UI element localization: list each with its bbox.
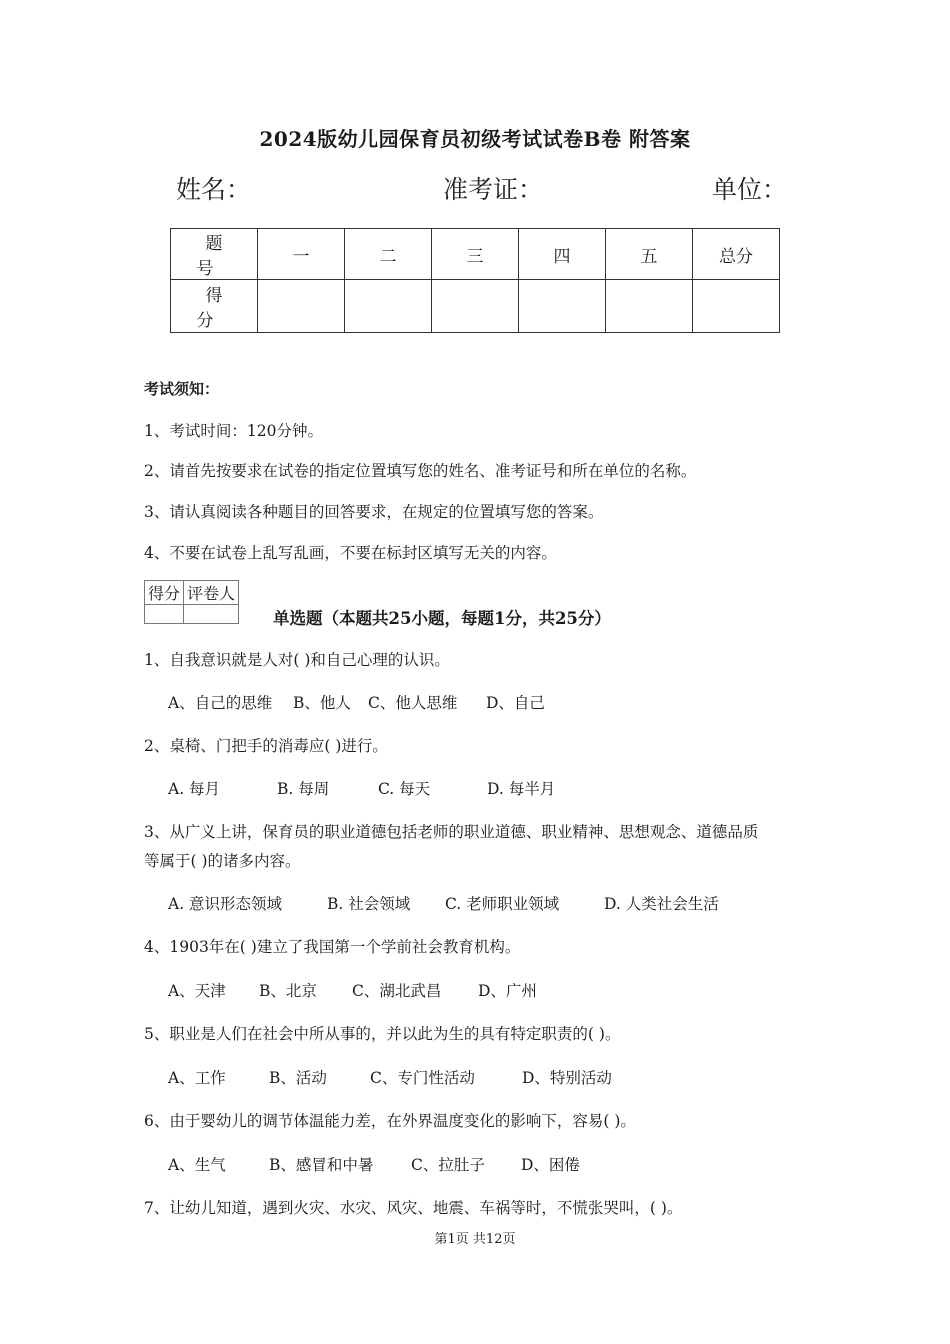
question-options (168, 892, 719, 914)
option[interactable]: B、感冒和中暑 (269, 1156, 374, 1174)
page-footer: 第1页 共12页 (434, 1232, 516, 1247)
score-entry-cell[interactable] (606, 280, 693, 333)
option[interactable]: B、活动 (269, 1069, 327, 1087)
question-text: 2、桌椅、门把手的消毒应( )进行。 (144, 737, 388, 755)
section-title: 单选题（本题共25小题，每题1分，共25分） (273, 609, 611, 628)
option[interactable]: A、生气 (168, 1156, 226, 1174)
grader-score-label: 得分 (145, 581, 184, 605)
grader-reviewer-label: 评卷人 (184, 581, 239, 605)
name-field-label: 姓名： (176, 175, 252, 204)
option[interactable]: C. 每天 (378, 780, 431, 798)
score-table-cell: 三 (432, 229, 519, 280)
score-entry-cell[interactable] (432, 280, 519, 333)
question-options (168, 1066, 612, 1088)
question-options (168, 1153, 580, 1175)
score-table-cell: 五 (606, 229, 693, 280)
option[interactable]: A、天津 (168, 982, 226, 1000)
option[interactable]: D、困倦 (521, 1156, 580, 1174)
notice-item: 2、请首先按要求在试卷的指定位置填写您的姓名、准考证号和所在单位的名称。 (144, 462, 697, 480)
score-table-cell: 二 (345, 229, 432, 280)
option[interactable]: A. 意识形态领域 (168, 895, 283, 913)
question-text: 6、由于婴幼儿的调节体温能力差，在外界温度变化的影响下，容易( )。 (144, 1112, 636, 1130)
option[interactable]: B、北京 (259, 982, 317, 1000)
option[interactable]: D、特别活动 (522, 1069, 612, 1087)
option[interactable]: D. 每半月 (487, 780, 556, 798)
question-text: 3、从广义上讲，保育员的职业道德包括老师的职业道德、职业精神、思想观念、道德品质 (144, 823, 759, 841)
option[interactable]: D、广州 (478, 982, 537, 1000)
score-table-cell: 题 号 (171, 229, 258, 280)
score-table-cell: 总分 (693, 229, 780, 280)
grader-box (144, 580, 239, 624)
option[interactable]: C、专门性活动 (370, 1069, 475, 1087)
option[interactable]: B、他人 (293, 694, 351, 712)
score-entry-cell[interactable] (519, 280, 606, 333)
score-table-cell: 一 (258, 229, 345, 280)
score-entry-cell[interactable] (693, 280, 780, 333)
question-text: 5、职业是人们在社会中所从事的，并以此为生的具有特定职责的( )。 (144, 1025, 621, 1043)
question-text: 7、让幼儿知道，遇到火灾、水灾、风灾、地震、车祸等时，不慌张哭叫，( )。 (144, 1199, 683, 1217)
score-table-cell: 得 分 (171, 280, 258, 333)
option[interactable]: C、湖北武昌 (352, 982, 442, 1000)
notice-item: 1、考试时间：120分钟。 (144, 422, 323, 440)
page-title: 2024版幼儿园保育员初级考试试卷B卷 附答案 (259, 127, 691, 151)
score-table-header-row (171, 229, 780, 280)
notice-heading: 考试须知： (144, 380, 220, 398)
option[interactable]: A. 每月 (168, 780, 221, 798)
question-options (168, 691, 545, 713)
option[interactable]: C、拉肚子 (411, 1156, 485, 1174)
notice-item: 4、不要在试卷上乱写乱画，不要在标封区填写无关的内容。 (144, 544, 557, 562)
option[interactable]: B. 每周 (277, 780, 330, 798)
grader-score-entry[interactable] (145, 605, 184, 624)
grader-reviewer-entry[interactable] (184, 605, 239, 624)
option[interactable]: B. 社会领域 (327, 895, 411, 913)
option[interactable]: C. 老师职业领域 (445, 895, 560, 913)
option[interactable]: A、自己的思维 (168, 694, 273, 712)
score-table (170, 228, 780, 333)
option[interactable]: C、他人思维 (368, 694, 458, 712)
option[interactable]: D. 人类社会生活 (604, 895, 719, 913)
unit-field-label: 单位： (712, 175, 788, 204)
score-table-cell: 四 (519, 229, 606, 280)
question-options (168, 979, 537, 1001)
option[interactable]: D、自己 (486, 694, 545, 712)
question-text-continued: 等属于( )的诸多内容。 (144, 852, 301, 870)
option[interactable]: A、工作 (168, 1069, 226, 1087)
score-entry-cell[interactable] (258, 280, 345, 333)
notice-item: 3、请认真阅读各种题目的回答要求，在规定的位置填写您的答案。 (144, 503, 604, 521)
question-text: 4、1903年在( )建立了我国第一个学前社会教育机构。 (144, 938, 521, 956)
exam-number-field-label: 准考证： (443, 175, 544, 204)
score-table-score-row (171, 280, 780, 333)
question-options (168, 777, 555, 799)
question-text: 1、自我意识就是人对( )和自己心理的认识。 (144, 651, 450, 669)
score-entry-cell[interactable] (345, 280, 432, 333)
